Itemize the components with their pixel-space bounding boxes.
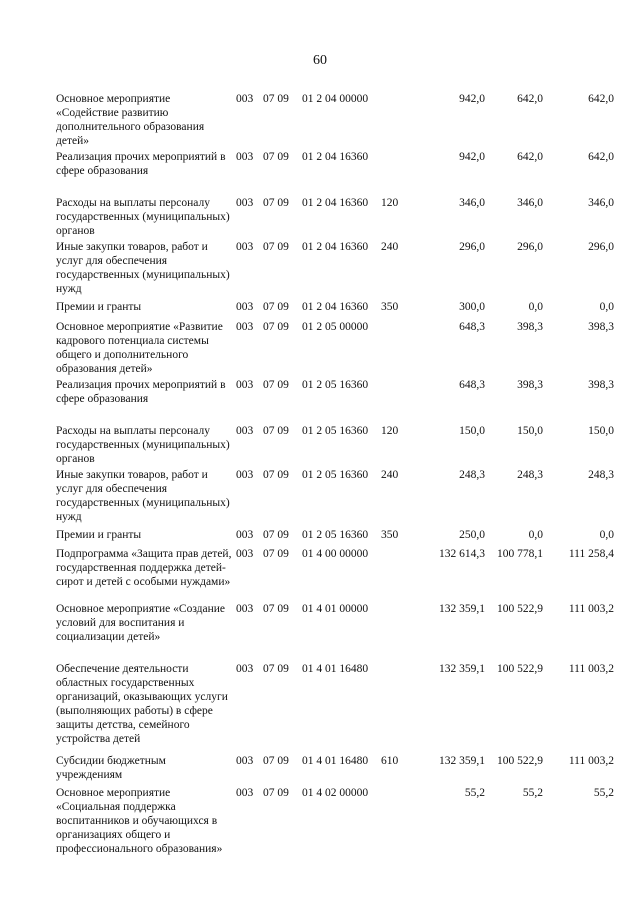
- row-amount-year-1: 648,3: [459, 321, 485, 333]
- row-amount-year-3: 150,0: [588, 425, 614, 437]
- row-amount-year-3: 111 003,2: [568, 755, 614, 767]
- row-target-code: 01 2 04 00000: [302, 93, 369, 105]
- row-amount-year-2: 0,0: [528, 529, 543, 541]
- row-section-code: 07 09: [263, 197, 289, 209]
- row-admin-code: 003: [236, 529, 254, 541]
- row-section-code: 07 09: [263, 469, 289, 481]
- row-expense-type: 120: [381, 197, 399, 209]
- row-amount-year-3: 398,3: [588, 321, 614, 333]
- table-row: [56, 92, 616, 148]
- row-target-code: 01 4 02 00000: [302, 787, 369, 799]
- row-name: Основное мероприятие «Социальная поддержка воспитанников и обучающихся в организациях общего и профессионального образования»: [56, 787, 223, 855]
- table-row: [56, 196, 616, 238]
- row-amount-year-2: 642,0: [517, 93, 543, 105]
- row-admin-code: 003: [236, 379, 254, 391]
- row-amount-year-3: 0,0: [599, 529, 614, 541]
- row-amount-year-1: 132 359,1: [439, 755, 485, 767]
- row-target-code: 01 2 05 00000: [302, 321, 369, 333]
- row-admin-code: 003: [236, 603, 254, 615]
- row-amount-year-3: 296,0: [588, 241, 614, 253]
- row-amount-year-1: 300,0: [459, 301, 485, 313]
- row-amount-year-2: 398,3: [517, 379, 543, 391]
- row-amount-year-2: 100 522,9: [497, 755, 543, 767]
- row-section-code: 07 09: [263, 663, 289, 675]
- row-section-code: 07 09: [263, 755, 289, 767]
- row-amount-year-2: 100 778,1: [497, 548, 543, 560]
- row-amount-year-3: 0,0: [599, 301, 614, 313]
- row-name: Основное мероприятие «Развитие кадрового потенциала системы общего и дополнительного образования детей»: [56, 321, 223, 375]
- row-amount-year-2: 642,0: [517, 151, 543, 163]
- row-amount-year-1: 346,0: [459, 197, 485, 209]
- table-row: [56, 320, 616, 376]
- row-admin-code: 003: [236, 548, 254, 560]
- row-name: Основное мероприятие «Содействие развитию дополнительного образования детей»: [56, 93, 205, 147]
- row-target-code: 01 4 01 00000: [302, 603, 369, 615]
- row-name: Обеспечение деятельности областных государственных организаций, оказывающих услуги (выполняющих работы) в сфере защиты детства, семейного устройства детей: [56, 663, 228, 745]
- row-amount-year-2: 346,0: [517, 197, 543, 209]
- row-amount-year-3: 111 258,4: [568, 548, 614, 560]
- row-amount-year-1: 942,0: [459, 93, 485, 105]
- row-amount-year-1: 132 359,1: [439, 663, 485, 675]
- row-admin-code: 003: [236, 663, 254, 675]
- row-amount-year-2: 398,3: [517, 321, 543, 333]
- row-amount-year-1: 942,0: [459, 151, 485, 163]
- row-section-code: 07 09: [263, 787, 289, 799]
- row-name: Реализация прочих мероприятий в сфере образования: [56, 379, 226, 405]
- row-name: Иные закупки товаров, работ и услуг для обеспечения государственных (муниципальных) нужд: [56, 469, 230, 523]
- row-name: Расходы на выплаты персоналу государственных (муниципальных) органов: [56, 425, 230, 465]
- row-amount-year-1: 296,0: [459, 241, 485, 253]
- page-number: 60: [313, 53, 327, 68]
- row-name: Субсидии бюджетным учреждениям: [56, 755, 166, 781]
- row-amount-year-1: 250,0: [459, 529, 485, 541]
- row-amount-year-2: 0,0: [528, 301, 543, 313]
- row-section-code: 07 09: [263, 425, 289, 437]
- row-amount-year-1: 132 614,3: [439, 548, 485, 560]
- row-amount-year-2: 100 522,9: [497, 603, 543, 615]
- row-target-code: 01 4 00 00000: [302, 548, 369, 560]
- row-amount-year-3: 642,0: [588, 151, 614, 163]
- row-section-code: 07 09: [263, 93, 289, 105]
- row-name: Иные закупки товаров, работ и услуг для обеспечения государственных (муниципальных) нужд: [56, 241, 230, 295]
- row-target-code: 01 2 04 16360: [302, 301, 369, 313]
- row-admin-code: 003: [236, 469, 254, 481]
- table-row: [56, 300, 616, 314]
- row-amount-year-3: 248,3: [588, 469, 614, 481]
- row-amount-year-2: 296,0: [517, 241, 543, 253]
- table-row: [56, 378, 616, 406]
- row-admin-code: 003: [236, 425, 254, 437]
- row-expense-type: 240: [381, 469, 399, 481]
- row-amount-year-1: 150,0: [459, 425, 485, 437]
- row-expense-type: 120: [381, 425, 399, 437]
- table-row: [56, 150, 616, 178]
- row-name: Реализация прочих мероприятий в сфере образования: [56, 151, 226, 177]
- row-section-code: 07 09: [263, 321, 289, 333]
- row-amount-year-2: 248,3: [517, 469, 543, 481]
- row-section-code: 07 09: [263, 379, 289, 391]
- row-amount-year-3: 642,0: [588, 93, 614, 105]
- row-section-code: 07 09: [263, 301, 289, 313]
- row-amount-year-1: 248,3: [459, 469, 485, 481]
- row-amount-year-1: 648,3: [459, 379, 485, 391]
- row-amount-year-3: 111 003,2: [568, 603, 614, 615]
- row-amount-year-1: 132 359,1: [439, 603, 485, 615]
- table-row: [56, 547, 616, 589]
- table-row: [56, 424, 616, 466]
- row-name: Подпрограмма «Защита прав детей, государственная поддержка детей-сирот и детей с особыми нуждами»: [56, 548, 232, 588]
- row-amount-year-2: 150,0: [517, 425, 543, 437]
- row-expense-type: 610: [381, 755, 399, 767]
- row-section-code: 07 09: [263, 603, 289, 615]
- row-section-code: 07 09: [263, 548, 289, 560]
- row-target-code: 01 2 05 16360: [302, 529, 369, 541]
- table-row: [56, 754, 616, 782]
- row-admin-code: 003: [236, 241, 254, 253]
- row-expense-type: 350: [381, 529, 399, 541]
- row-amount-year-2: 100 522,9: [497, 663, 543, 675]
- row-target-code: 01 2 05 16360: [302, 469, 369, 481]
- row-admin-code: 003: [236, 151, 254, 163]
- table-row: [56, 240, 616, 296]
- table-row: [56, 468, 616, 524]
- table-row: [56, 528, 616, 542]
- row-target-code: 01 2 04 16360: [302, 197, 369, 209]
- row-amount-year-1: 55,2: [464, 787, 485, 799]
- row-amount-year-2: 55,2: [522, 787, 543, 799]
- row-amount-year-3: 346,0: [588, 197, 614, 209]
- row-amount-year-3: 111 003,2: [568, 663, 614, 675]
- table-row: [56, 662, 616, 746]
- row-amount-year-3: 398,3: [588, 379, 614, 391]
- row-target-code: 01 2 05 16360: [302, 425, 369, 437]
- row-section-code: 07 09: [263, 151, 289, 163]
- table-row: [56, 602, 616, 644]
- row-admin-code: 003: [236, 93, 254, 105]
- row-target-code: 01 4 01 16480: [302, 663, 369, 675]
- row-admin-code: 003: [236, 787, 254, 799]
- row-name: Премии и гранты: [56, 301, 142, 313]
- row-admin-code: 003: [236, 755, 254, 767]
- row-admin-code: 003: [236, 321, 254, 333]
- row-name: Основное мероприятие «Создание условий для воспитания и социализации детей»: [56, 603, 226, 643]
- row-name: Премии и гранты: [56, 529, 142, 541]
- row-amount-year-3: 55,2: [593, 787, 614, 799]
- row-section-code: 07 09: [263, 241, 289, 253]
- row-admin-code: 003: [236, 197, 254, 209]
- row-target-code: 01 4 01 16480: [302, 755, 369, 767]
- row-expense-type: 240: [381, 241, 399, 253]
- row-name: Расходы на выплаты персоналу государственных (муниципальных) органов: [56, 197, 230, 237]
- table-row: [56, 786, 616, 856]
- row-target-code: 01 2 04 16360: [302, 151, 369, 163]
- row-section-code: 07 09: [263, 529, 289, 541]
- row-admin-code: 003: [236, 301, 254, 313]
- row-target-code: 01 2 04 16360: [302, 241, 369, 253]
- row-expense-type: 350: [381, 301, 399, 313]
- row-target-code: 01 2 05 16360: [302, 379, 369, 391]
